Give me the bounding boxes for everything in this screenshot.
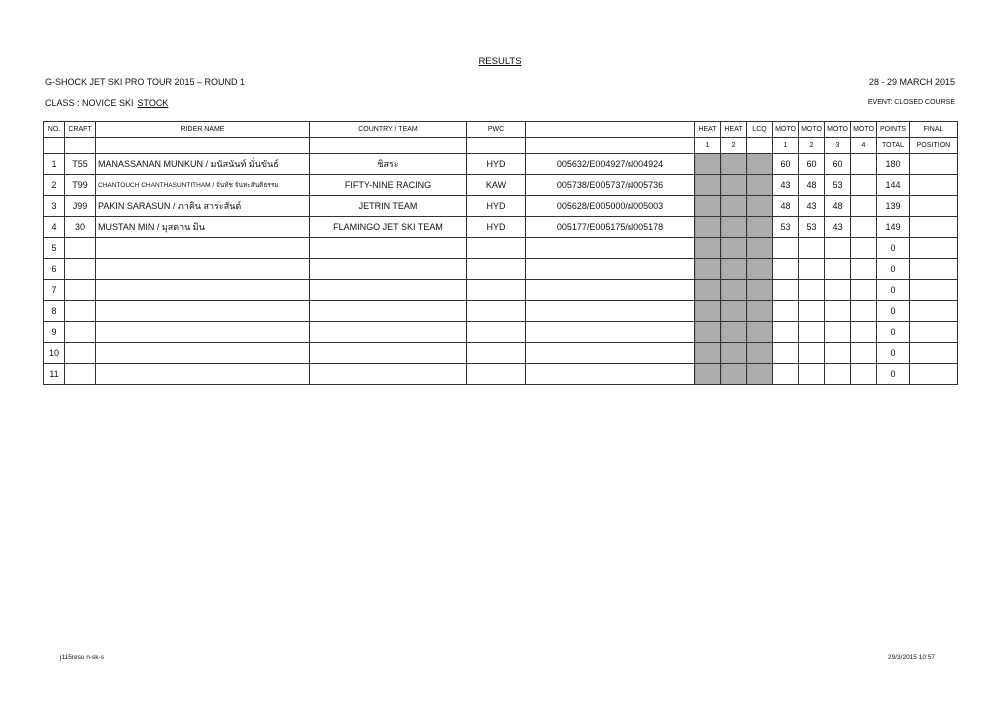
col-moto-4: MOTO [851,122,877,138]
cell-points-total: 0 [877,259,910,280]
cell-moto-4 [851,196,877,217]
cell-pwc [467,301,526,322]
cell-craft [65,322,96,343]
cell-moto-2 [799,238,825,259]
cell-points-total: 0 [877,301,910,322]
cell-heat-1 [695,364,721,385]
cell-final-position [910,322,958,343]
cell-rider [96,364,310,385]
class-label: CLASS : NOVICE SKI [45,98,134,108]
cell-moto-1: 60 [773,154,799,175]
cell-team: FIFTY-NINE RACING [310,175,467,196]
cell-points-total: 0 [877,364,910,385]
table-row [44,154,958,175]
event-dates: 28 - 29 MARCH 2015 [868,77,955,87]
col-craft: CRAFT [65,122,96,138]
cell-final-position [910,175,958,196]
cell-team [310,301,467,322]
table-row [44,217,958,238]
cell-heat-1 [695,259,721,280]
cell-moto-3: 48 [825,196,851,217]
cell-lcq [747,322,773,343]
cell-pwc [467,364,526,385]
cell-moto-4 [851,259,877,280]
cell-no: 5 [44,238,65,259]
cell-craft [65,301,96,322]
col-rider: RIDER NAME [96,122,310,138]
cell-moto-3 [825,343,851,364]
cell-heat-1 [695,217,721,238]
cell-points-total: 149 [877,217,910,238]
cell-no: 2 [44,175,65,196]
cell-final-position [910,301,958,322]
cell-heat-1 [695,301,721,322]
cell-lcq [747,196,773,217]
cell-heat-2 [721,238,747,259]
cell-no: 3 [44,196,65,217]
cell-moto-2: 53 [799,217,825,238]
cell-moto-3 [825,280,851,301]
cell-heat-2 [721,217,747,238]
table-row [44,238,958,259]
col-heat-1-num: 1 [695,138,721,154]
cell-pwc [467,280,526,301]
cell-heat-2 [721,343,747,364]
table-row [44,343,958,364]
cell-final-position [910,343,958,364]
table-row [44,196,958,217]
cell-final-position [910,154,958,175]
header-row-2 [44,138,958,154]
cell-moto-1: 53 [773,217,799,238]
col-moto-4-num: 4 [851,138,877,154]
cell-rider: CHANTOUCH CHANTHASUNTITHAM / จันทัช จันทะสันติธรรม [96,175,310,196]
col-final: FINAL [910,122,958,138]
cell-no: 11 [44,364,65,385]
cell-team [310,238,467,259]
cell-heat-1 [695,238,721,259]
cell-rider: MANASSANAN MUNKUN / มนัสนันท์ มั่นขันธ์ [96,154,310,175]
cell-moto-3: 43 [825,217,851,238]
cell-rider [96,280,310,301]
cell-points-total: 0 [877,280,910,301]
footer-timestamp: 29/3/2015 10:57 [888,654,935,661]
cell-rider [96,259,310,280]
cell-serial [526,343,695,364]
cell-no: 6 [44,259,65,280]
table-row [44,175,958,196]
cell-moto-1: 43 [773,175,799,196]
cell-moto-1 [773,301,799,322]
cell-moto-1 [773,364,799,385]
event-type: EVENT: CLOSED COURSE [867,99,955,106]
cell-team [310,364,467,385]
cell-team: ชิสระ [310,154,467,175]
cell-pwc: HYD [467,217,526,238]
cell-moto-1 [773,322,799,343]
col-team: COUNTRY / TEAM [310,122,467,138]
cell-heat-1 [695,280,721,301]
cell-moto-3: 60 [825,154,851,175]
cell-no: 10 [44,343,65,364]
col-pwc: PWC [467,122,526,138]
cell-team: JETRIN TEAM [310,196,467,217]
cell-points-total: 0 [877,322,910,343]
cell-no: 9 [44,322,65,343]
event-name: G-SHOCK JET SKI PRO TOUR 2015 – ROUND 1 [45,77,246,87]
cell-final-position [910,196,958,217]
cell-final-position [910,364,958,385]
col-moto-1: MOTO [773,122,799,138]
cell-serial: 005628/E005000/ฝ005003 [526,196,695,217]
cell-rider: PAKIN SARASUN / ภาคิน สาระสันต์ [96,196,310,217]
cell-no: 8 [44,301,65,322]
cell-moto-1 [773,280,799,301]
cell-lcq [747,175,773,196]
col-points: POINTS [877,122,910,138]
cell-moto-3 [825,301,851,322]
cell-heat-2 [721,322,747,343]
cell-heat-2 [721,301,747,322]
col-no: NO. [44,122,65,138]
cell-final-position [910,217,958,238]
cell-heat-2 [721,364,747,385]
cell-heat-2 [721,196,747,217]
cell-craft: 30 [65,217,96,238]
cell-craft [65,364,96,385]
cell-lcq [747,217,773,238]
col-moto-3: MOTO [825,122,851,138]
cell-serial [526,322,695,343]
table-row [44,259,958,280]
cell-moto-4 [851,154,877,175]
cell-moto-3: 53 [825,175,851,196]
cell-rider [96,322,310,343]
table-row [44,301,958,322]
col-serial [526,122,695,138]
col-moto-2: MOTO [799,122,825,138]
cell-moto-2 [799,301,825,322]
cell-team [310,280,467,301]
col-heat-2-num: 2 [721,138,747,154]
cell-craft: T55 [65,154,96,175]
cell-heat-2 [721,280,747,301]
cell-serial [526,364,695,385]
cell-final-position [910,280,958,301]
col-moto-2-num: 2 [799,138,825,154]
cell-points-total: 0 [877,343,910,364]
cell-lcq [747,280,773,301]
cell-points-total: 180 [877,154,910,175]
cell-craft [65,343,96,364]
cell-craft: T99 [65,175,96,196]
cell-moto-3 [825,364,851,385]
cell-moto-1 [773,238,799,259]
class-type: STOCK [137,98,169,108]
cell-rider [96,238,310,259]
cell-moto-4 [851,280,877,301]
cell-heat-2 [721,175,747,196]
header-row-1 [44,122,958,138]
cell-rider [96,301,310,322]
cell-craft: J99 [65,196,96,217]
cell-moto-4 [851,175,877,196]
cell-pwc [467,322,526,343]
cell-pwc [467,259,526,280]
cell-heat-2 [721,259,747,280]
cell-moto-4 [851,364,877,385]
cell-lcq [747,343,773,364]
cell-moto-1 [773,259,799,280]
cell-moto-1 [773,343,799,364]
col-moto-1-num: 1 [773,138,799,154]
cell-pwc [467,238,526,259]
cell-moto-3 [825,259,851,280]
cell-team: FLAMINGO JET SKI TEAM [310,217,467,238]
cell-moto-2 [799,322,825,343]
cell-moto-2: 48 [799,175,825,196]
cell-craft [65,280,96,301]
col-heat-2: HEAT [721,122,747,138]
cell-heat-1 [695,322,721,343]
cell-final-position [910,259,958,280]
cell-moto-2 [799,364,825,385]
cell-heat-1 [695,343,721,364]
page-title: RESULTS [478,56,522,67]
cell-moto-4 [851,301,877,322]
cell-pwc: HYD [467,154,526,175]
col-heat-1: HEAT [695,122,721,138]
cell-moto-4 [851,238,877,259]
cell-team [310,322,467,343]
cell-craft [65,238,96,259]
cell-heat-1 [695,196,721,217]
cell-serial [526,301,695,322]
cell-team [310,259,467,280]
cell-moto-2 [799,343,825,364]
cell-moto-1: 48 [773,196,799,217]
cell-heat-1 [695,154,721,175]
cell-craft [65,259,96,280]
cell-no: 4 [44,217,65,238]
cell-serial [526,280,695,301]
cell-heat-1 [695,175,721,196]
cell-moto-2: 43 [799,196,825,217]
cell-rider: MUSTAN MIN / มุสตาน มิน [96,217,310,238]
cell-no: 1 [44,154,65,175]
cell-lcq [747,259,773,280]
cell-serial: 005632/E004927/ฝ004924 [526,154,695,175]
cell-rider [96,343,310,364]
cell-no: 7 [44,280,65,301]
table-row [44,322,958,343]
cell-moto-4 [851,217,877,238]
col-lcq: LCQ [747,122,773,138]
cell-team [310,343,467,364]
col-points-total: TOTAL [877,138,910,154]
col-final-position: POSITION [910,138,958,154]
cell-lcq [747,154,773,175]
cell-moto-3 [825,322,851,343]
cell-points-total: 139 [877,196,910,217]
cell-points-total: 0 [877,238,910,259]
cell-final-position [910,238,958,259]
cell-pwc: HYD [467,196,526,217]
cell-moto-2 [799,259,825,280]
results-table [43,121,958,385]
class-line [45,98,168,108]
cell-lcq [747,301,773,322]
cell-pwc: KAW [467,175,526,196]
cell-heat-2 [721,154,747,175]
cell-moto-2 [799,280,825,301]
cell-pwc [467,343,526,364]
footer-code: j115resu n-sk-s [60,654,104,661]
cell-lcq [747,364,773,385]
cell-serial [526,238,695,259]
cell-moto-2: 60 [799,154,825,175]
cell-moto-4 [851,322,877,343]
cell-serial [526,259,695,280]
cell-moto-3 [825,238,851,259]
cell-serial: 005177/E005175/ฝ005178 [526,217,695,238]
col-moto-3-num: 3 [825,138,851,154]
cell-serial: 005738/E005737/ฝ005736 [526,175,695,196]
cell-points-total: 144 [877,175,910,196]
table-row [44,280,958,301]
cell-lcq [747,238,773,259]
table-row [44,364,958,385]
cell-moto-4 [851,343,877,364]
